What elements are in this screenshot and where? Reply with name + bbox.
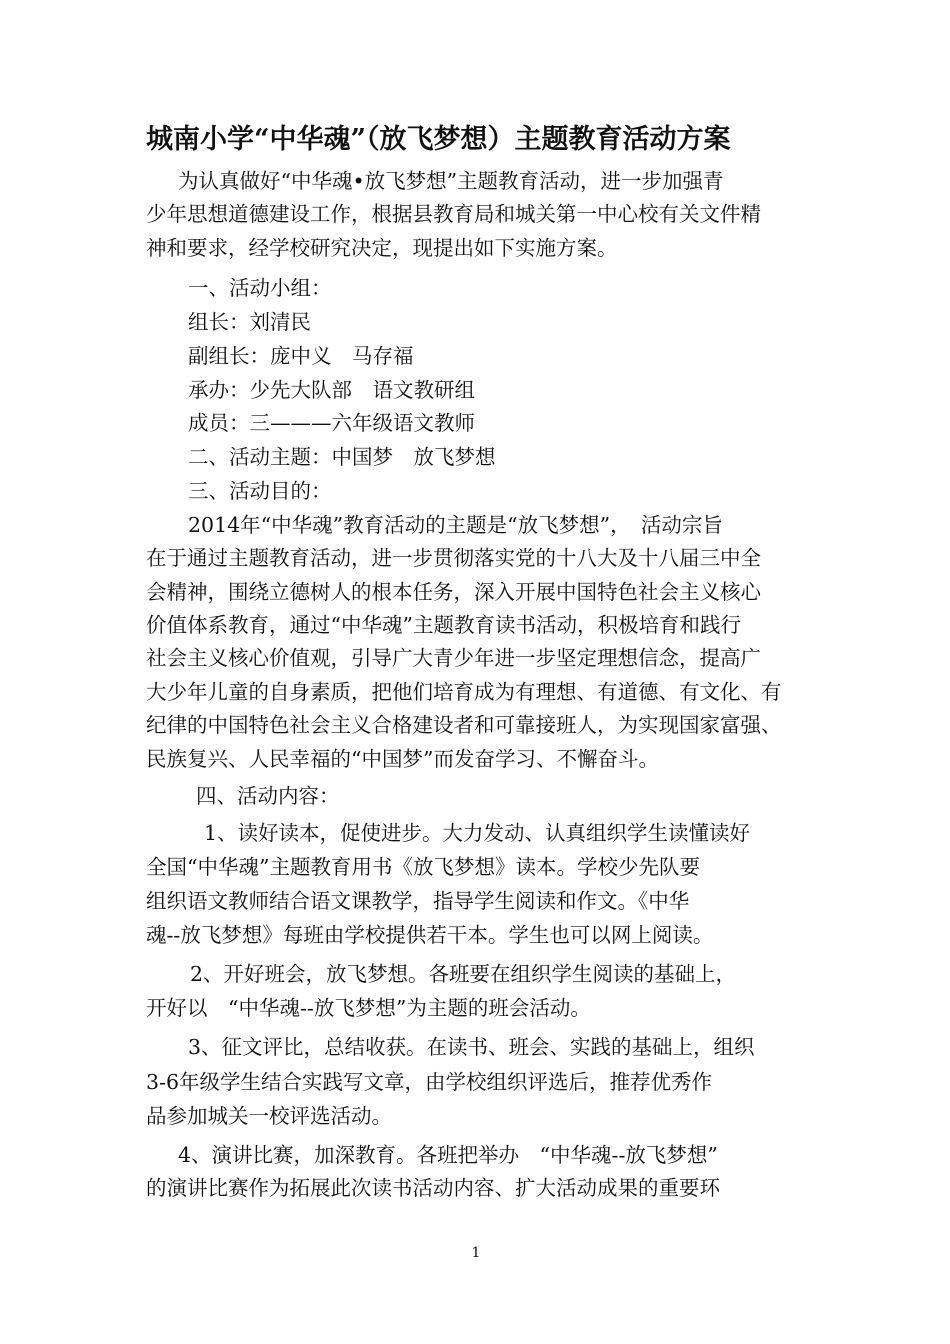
- paragraph-line: 组织语文教师结合语文课教学，指导学生阅读和作文。《中华: [146, 889, 690, 913]
- paragraph-line: 社会主义核心价值观，引导广大青少年进一步坚定理想信念，提高广: [146, 646, 761, 670]
- paragraph-line: 2014年“中华魂”教育活动的主题是“放飞梦想”， 活动宗旨: [188, 513, 723, 537]
- paragraph-line: 品参加城关一校评选活动。: [146, 1104, 392, 1128]
- paragraph-line: 全国“中华魂”主题教育用书《放飞梦想》读本。学校少先队要: [146, 855, 700, 879]
- list-item: 承办：少先大队部 语文教研组: [188, 378, 475, 402]
- section-heading: 四、活动内容：: [196, 784, 340, 808]
- paragraph-line: 2、开好班会，放飞梦想。各班要在组织学生阅读的基础上，: [190, 962, 737, 986]
- section-heading: 二、活动主题：中国梦 放飞梦想: [188, 445, 496, 469]
- list-item: 成员：三———六年级语文教师: [188, 411, 475, 435]
- paragraph-line: 价值体系教育，通过“中华魂”主题教育读书活动，积极培育和践行: [146, 613, 741, 637]
- paragraph-line: 的演讲比赛作为拓展此次读书活动内容、扩大活动成果的重要环: [146, 1176, 720, 1200]
- paragraph-line: 3-6年级学生结合实践写文章，由学校组织评选后，推荐优秀作: [146, 1070, 713, 1094]
- list-item: 组长：刘清民: [188, 310, 311, 334]
- paragraph-line: 在于通过主题教育活动，进一步贯彻落实党的十八大及十八届三中全: [146, 546, 761, 570]
- paragraph-line: 大少年儿童的自身素质，把他们培育成为有理想、有道德、有文化、有: [146, 680, 782, 704]
- paragraph-line: 少年思想道德建设工作，根据县教育局和城关第一中心校有关文件精: [146, 202, 761, 226]
- paragraph-line: 纪律的中国特色社会主义合格建设者和可靠接班人，为实现国家富强、: [146, 713, 782, 737]
- paragraph-line: 神和要求，经学校研究决定，现提出如下实施方案。: [146, 236, 618, 260]
- paragraph-line: 为认真做好“中华魂•放飞梦想”主题教育活动，进一步加强青: [178, 169, 724, 193]
- paragraph-line: 4、演讲比赛，加深教育。各班把举办 “中华魂--放飞梦想”: [178, 1143, 718, 1167]
- section-heading: 一、活动小组：: [188, 276, 332, 300]
- paragraph-line: 魂--放飞梦想》每班由学校提供若干本。学生也可以网上阅读。: [146, 923, 714, 947]
- paragraph-line: 开好以 “中华魂--放飞梦想”为主题的班会活动。: [146, 996, 591, 1020]
- paragraph-line: 3、征文评比，总结收获。在读书、班会、实践的基础上，组织: [188, 1035, 755, 1059]
- page-number: 1: [471, 1245, 481, 1261]
- paragraph-line: 会精神，围绕立德树人的根本任务，深入开展中国特色社会主义核心: [146, 580, 761, 604]
- list-item: 副组长：庞中义 马存福: [188, 344, 414, 368]
- paragraph-line: 民族复兴、人民幸福的“中国梦”而发奋学习、不懈奋斗。: [146, 747, 659, 771]
- paragraph-line: 1、读好读本，促使进步。大力发动、认真组织学生读懂读好: [204, 821, 751, 845]
- section-heading: 三、活动目的：: [188, 479, 332, 503]
- document-title: 城南小学“中华魂”（放飞梦想）主题教育活动方案: [146, 124, 731, 155]
